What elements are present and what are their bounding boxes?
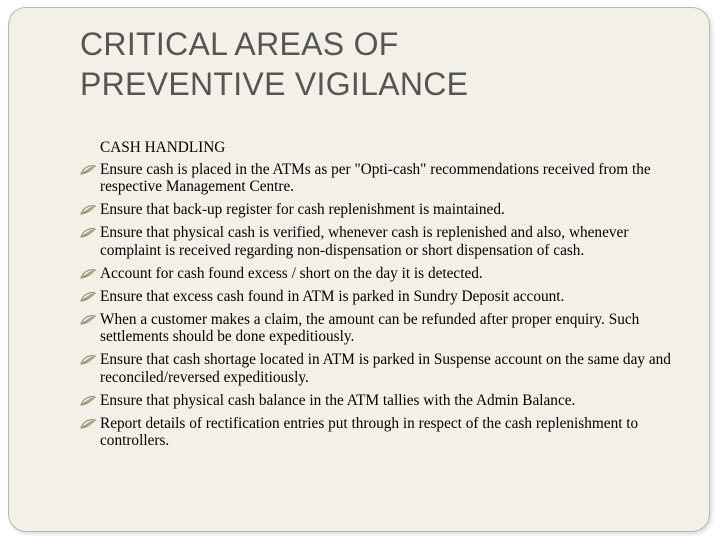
bullet-item (80, 351, 690, 386)
slide-body (80, 139, 690, 455)
leaf-bullet-icon (80, 268, 96, 280)
leaf-bullet-icon (80, 314, 96, 326)
bullet-text: Ensure that physical cash balance in the ATM tallies with the Admin Balance. (100, 391, 576, 409)
bullet-text: Ensure that physical cash is verified, whenever cash is replenished and also, whenever complaint is received regarding non-dispensation or short dispensation of cash. (100, 224, 629, 259)
section-heading: CASH HANDLING (100, 139, 226, 156)
bullet-text: Ensure cash is placed in the ATMs as per "Opti-cash" recommendations received from the respective Management Centre. (100, 160, 651, 195)
bullet-item (80, 392, 690, 410)
bullet-item (80, 201, 690, 219)
bullet-text: Ensure that cash shortage located in ATM is parked in Suspense account on the same day and reconciled/reversed expeditiously. (100, 351, 671, 386)
bullet-text: Ensure that back-up register for cash replenishment is maintained. (100, 201, 505, 218)
bullet-item (80, 311, 690, 346)
leaf-bullet-icon (80, 291, 96, 303)
leaf-bullet-icon (80, 164, 96, 176)
bullet-text: Report details of rectification entries put through in respect of the cash replenishment to controllers. (100, 414, 639, 449)
bullet-item (80, 288, 690, 306)
leaf-bullet-icon (80, 418, 96, 430)
leaf-bullet-icon (80, 204, 96, 216)
bullet-item (80, 415, 690, 450)
leaf-bullet-icon (80, 354, 96, 366)
leaf-bullet-icon (80, 227, 96, 239)
bullet-text: Ensure that excess cash found in ATM is parked in Sundry Deposit account. (100, 287, 565, 305)
slide-title-line-2: PREVENTIVE VIGILANCE (80, 66, 469, 102)
bullet-item (80, 265, 690, 283)
bullet-text: When a customer makes a claim, the amount can be refunded after proper enquiry. Such settlements should be done expeditiously. (100, 310, 640, 345)
bullet-list (80, 161, 690, 450)
leaf-bullet-icon (80, 395, 96, 407)
slide-title (80, 24, 680, 104)
bullet-item (80, 224, 690, 259)
slide (8, 7, 710, 532)
bullet-text: Account for cash found excess / short on the day it is detected. (100, 264, 483, 282)
bullet-item (80, 161, 690, 196)
slide-title-line-1: CRITICAL AREAS OF (80, 26, 399, 62)
